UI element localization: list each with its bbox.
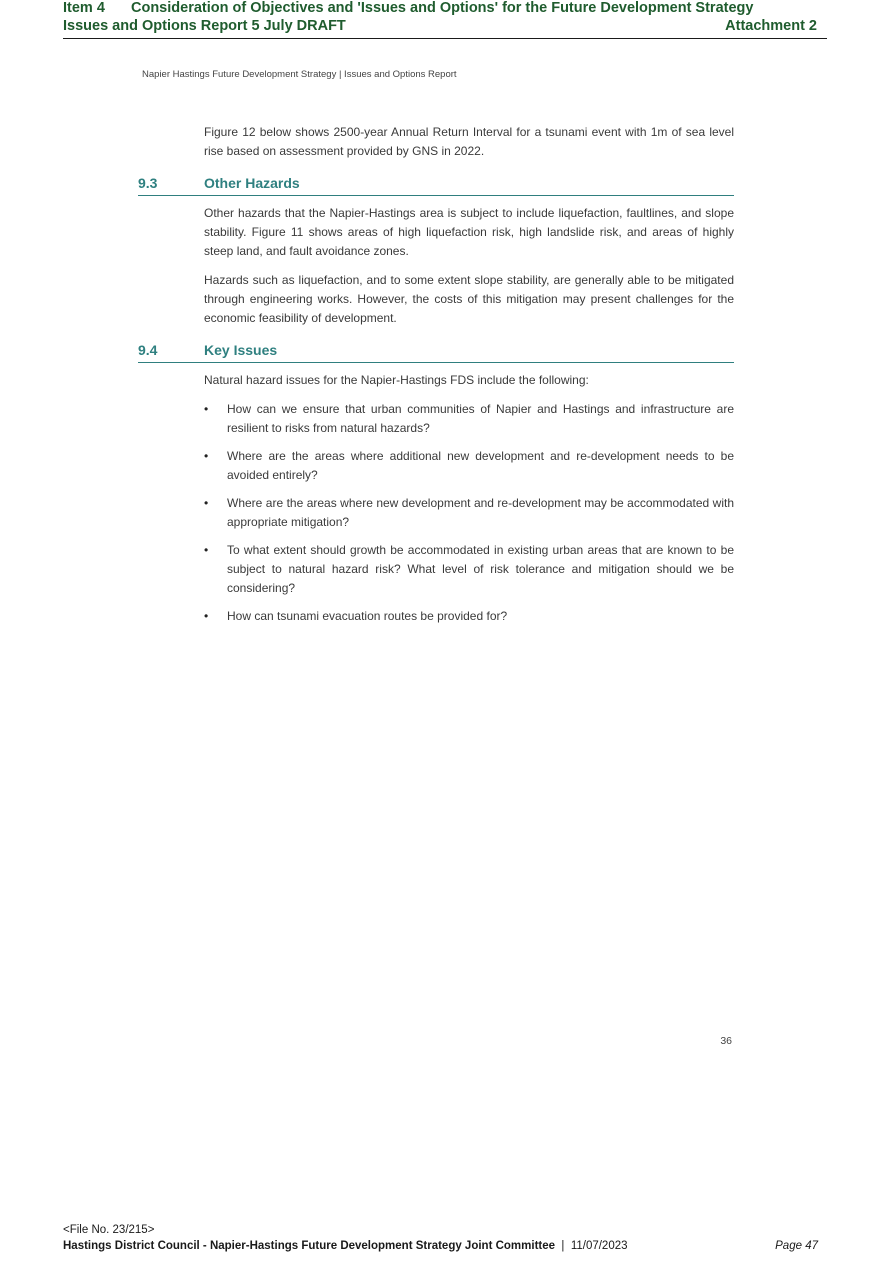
footer-committee: Hastings District Council - Napier-Hastings Future Development Strategy Joint Committee [63,1240,556,1252]
footer-file-number: <File No. 23/215> [63,1224,155,1236]
section-heading [138,175,734,196]
list-item [204,494,734,532]
list-item [204,447,734,485]
paragraph: Other hazards that the Napier-Hastings area is subject to include liquefaction, faultlines, and slope stability. Figure 11 shows areas of high liquefaction risk, high landslide risk, and areas of highly steep land, and fault avoidance zones. [204,206,734,258]
section-title: Other Hazards [204,175,300,191]
section-title: Key Issues [204,342,278,358]
agenda-item-number: Item 4 [63,0,105,16]
list-item [204,541,734,598]
section-number: 9.4 [138,342,158,358]
section-key-issues [138,342,734,626]
agenda-header [63,0,827,39]
bullet-icon: • [204,449,209,463]
report-title: Issues and Options Report 5 July DRAFT [63,18,346,34]
list-item [204,607,734,626]
list-item-text: Where are the areas where new development and re-development may be accommodated with appropriate mitigation? [227,496,734,529]
document-body [138,123,734,635]
agenda-item-line [63,0,753,17]
attachment-label: Attachment 2 [725,18,817,34]
footer-separator: | [561,1240,565,1252]
footer-committee-line [63,1240,628,1252]
bullet-icon: • [204,496,209,510]
bullet-icon: • [204,543,209,557]
section-heading [138,342,734,363]
paragraph: Hazards such as liquefaction, and to some extent slope stability, are generally able to be mitigated through engineering works. However, the costs of this mitigation may present challenges for the economic feasibility of development. [204,273,734,325]
intro-paragraph: Figure 12 below shows 2500-year Annual Return Interval for a tsunami event with 1m of sea level rise based on assessment provided by GNS in 2022. [204,125,734,158]
footer-page-label: Page 47 [775,1240,818,1252]
list-item-text: How can tsunami evacuation routes be provided for? [227,609,508,623]
key-issues-intro: Natural hazard issues for the Napier-Hastings FDS include the following: [204,373,589,387]
key-issues-list [204,400,734,626]
running-header: Napier Hastings Future Development Strategy | Issues and Options Report [142,69,457,80]
bullet-icon: • [204,609,209,623]
list-item-text: How can we ensure that urban communities of Napier and Hastings and infrastructure are resilient to risks from natural hazards? [227,402,734,435]
section-number: 9.3 [138,175,158,191]
footer-date: 11/07/2023 [570,1240,628,1252]
list-item [204,400,734,438]
agenda-item-title: Consideration of Objectives and 'Issues and Options' for the Future Development Strategy [131,0,754,16]
report-page-number: 36 [720,1035,732,1047]
list-item-text: Where are the areas where additional new development and re-development needs to be avoided entirely? [227,449,734,482]
bullet-icon: • [204,402,209,416]
list-item-text: To what extent should growth be accommodated in existing urban areas that are known to be subject to natural hazard risk? What level of risk tolerance and mitigation should we be considering? [227,543,734,595]
section-other-hazards [138,175,734,328]
